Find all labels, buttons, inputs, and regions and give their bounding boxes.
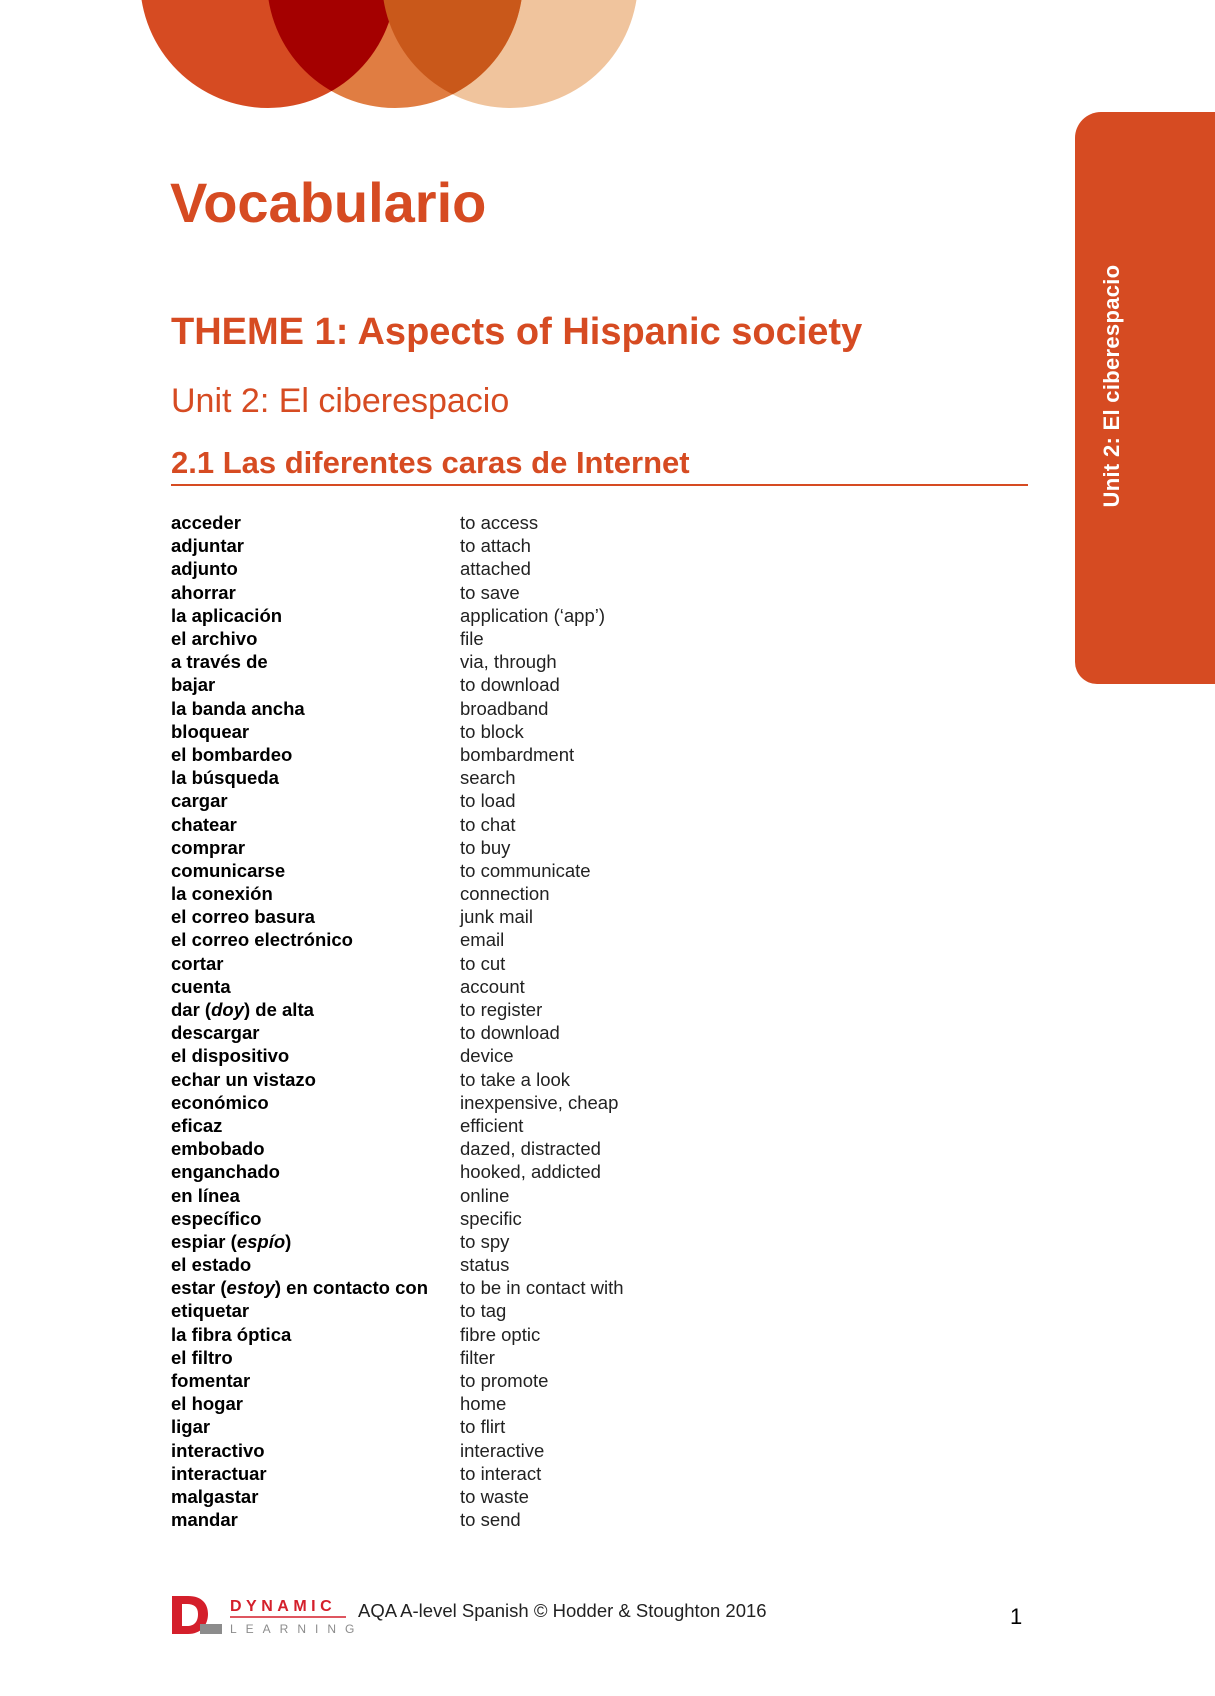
vocab-english: to download (460, 1022, 560, 1044)
vocab-spanish: económico (171, 1091, 269, 1113)
vocab-row (171, 1183, 871, 1206)
vocab-row (171, 882, 871, 905)
vocab-english: to buy (460, 836, 511, 858)
vocab-row (171, 836, 871, 859)
vocab-spanish: el dispositivo (171, 1045, 290, 1067)
unit-side-tab (1075, 112, 1215, 684)
vocab-spanish: el filtro (171, 1346, 233, 1368)
vocab-row (171, 1021, 871, 1044)
vocab-spanish: específico (171, 1207, 262, 1229)
vocab-english: to chat (460, 813, 516, 835)
vocab-spanish: ahorrar (171, 581, 236, 603)
vocab-english: to spy (460, 1230, 510, 1252)
vocab-english: account (460, 975, 525, 997)
vocab-spanish: enganchado (171, 1161, 280, 1183)
vocab-row (171, 766, 871, 789)
vocab-spanish: cortar (171, 952, 224, 974)
vocab-english: via, through (460, 651, 557, 673)
vocab-english: to flirt (460, 1416, 506, 1438)
vocab-english: inexpensive, cheap (460, 1091, 619, 1113)
vocab-row (171, 1137, 871, 1160)
side-tab-label: Unit 2: El ciberespacio (1099, 264, 1124, 508)
dynamic-learning-logo (170, 1594, 364, 1638)
vocab-english: bombardment (460, 743, 575, 765)
vocab-spanish: interactuar (171, 1462, 267, 1484)
vocab-english: to register (460, 999, 543, 1021)
vocab-row (171, 952, 871, 975)
vocab-spanish: adjunto (171, 558, 238, 580)
vocab-spanish: eficaz (171, 1114, 223, 1136)
vocab-spanish: embobado (171, 1138, 265, 1160)
section-heading: 2.1 Las diferentes caras de Internet (171, 443, 1028, 486)
vocab-spanish: cargar (171, 790, 228, 812)
vocab-spanish: la banda ancha (171, 697, 305, 719)
decorative-circles (0, 0, 700, 120)
vocab-spanish: la búsqueda (171, 767, 279, 789)
vocab-spanish: espiar (espío) (171, 1230, 292, 1252)
logo-bottom-word: LEARNING (230, 1622, 364, 1636)
vocab-spanish: bloquear (171, 720, 250, 742)
vocab-row (171, 673, 871, 696)
vocab-spanish: el bombardeo (171, 743, 293, 765)
vocab-row (171, 1323, 871, 1346)
vocab-english: to take a look (460, 1068, 571, 1090)
vocab-row (171, 1415, 871, 1438)
vocab-spanish: etiquetar (171, 1300, 250, 1322)
vocab-spanish: bajar (171, 674, 216, 696)
vocab-row (171, 998, 871, 1021)
vocab-row (171, 1276, 871, 1299)
vocab-english: connection (460, 883, 550, 905)
vocab-english: to block (460, 720, 524, 742)
vocab-spanish: la conexión (171, 883, 273, 905)
vocab-row (171, 1114, 871, 1137)
vocab-row (171, 604, 871, 627)
vocab-row (171, 1369, 871, 1392)
vocab-english: specific (460, 1207, 522, 1229)
logo-top-word: DYNAMIC (230, 1598, 337, 1615)
copyright-text: AQA A-level Spanish © Hodder & Stoughton 2016 (358, 1600, 767, 1621)
vocab-english: email (460, 929, 505, 951)
vocab-spanish: dar (doy) de alta (171, 999, 314, 1021)
vocab-spanish: descargar (171, 1022, 260, 1044)
vocab-english: to be in contact with (460, 1277, 624, 1299)
vocab-english: filter (460, 1346, 495, 1368)
vocab-spanish: ligar (171, 1416, 211, 1438)
vocab-row (171, 789, 871, 812)
vocab-english: home (460, 1393, 507, 1415)
vocab-spanish: comunicarse (171, 859, 286, 881)
vocab-english: junk mail (460, 906, 533, 928)
vocab-row (171, 697, 871, 720)
vocab-spanish: el correo electrónico (171, 929, 353, 951)
vocab-row (171, 1207, 871, 1230)
vocab-english: device (460, 1045, 514, 1067)
vocab-english: attached (460, 558, 531, 580)
vocab-english: fibre optic (460, 1323, 541, 1345)
vocab-english: to download (460, 674, 560, 696)
vocab-row (171, 859, 871, 882)
vocab-row (171, 1253, 871, 1276)
unit-heading: Unit 2: El ciberespacio (171, 382, 510, 420)
vocab-english: status (460, 1254, 510, 1276)
vocab-row (171, 511, 871, 534)
vocab-row (171, 975, 871, 998)
vocab-spanish: a través de (171, 651, 268, 673)
vocab-row (171, 1230, 871, 1253)
vocab-row (171, 928, 871, 951)
vocab-row (171, 534, 871, 557)
vocab-spanish: el estado (171, 1254, 252, 1276)
vocab-row (171, 1462, 871, 1485)
vocab-english: application (‘app’) (460, 604, 606, 626)
vocab-spanish: en línea (171, 1184, 240, 1206)
theme-heading: THEME 1: Aspects of Hispanic society (171, 311, 863, 353)
vocab-english: to promote (460, 1370, 549, 1392)
vocab-english: interactive (460, 1439, 545, 1461)
vocab-row (171, 557, 871, 580)
page-number: 1 (1010, 1604, 1023, 1629)
vocab-spanish: estar (estoy) en contacto con (171, 1277, 429, 1299)
vocab-spanish: adjuntar (171, 535, 244, 557)
vocab-spanish: el archivo (171, 628, 258, 650)
dl-logo-icon (172, 1596, 222, 1634)
vocab-row (171, 1299, 871, 1322)
vocab-row (171, 1392, 871, 1415)
vocab-spanish: acceder (171, 512, 241, 534)
vocab-english: search (460, 767, 516, 789)
vocab-row (171, 1439, 871, 1462)
vocab-english: to send (460, 1509, 521, 1531)
vocab-spanish: cuenta (171, 975, 231, 997)
vocab-row (171, 1346, 871, 1369)
vocab-english: dazed, distracted (460, 1138, 601, 1160)
vocab-spanish: echar un vistazo (171, 1068, 316, 1090)
vocab-english: hooked, addicted (460, 1161, 601, 1183)
vocab-english: to save (460, 581, 520, 603)
vocab-english: online (460, 1184, 510, 1206)
vocab-row (171, 627, 871, 650)
vocabulary-list (171, 511, 871, 1531)
vocab-row (171, 581, 871, 604)
vocab-spanish: el hogar (171, 1393, 243, 1415)
vocab-row (171, 905, 871, 928)
vocab-english: to waste (460, 1485, 529, 1507)
vocab-spanish: malgastar (171, 1485, 259, 1507)
vocab-spanish: el correo basura (171, 906, 315, 928)
vocab-spanish: interactivo (171, 1439, 265, 1461)
vocab-english: to interact (460, 1462, 542, 1484)
vocab-spanish: mandar (171, 1509, 238, 1531)
vocab-row (171, 1485, 871, 1508)
vocab-english: to cut (460, 952, 506, 974)
vocab-english: broadband (460, 697, 549, 719)
vocab-row (171, 1508, 871, 1531)
vocab-row (171, 1068, 871, 1091)
vocab-spanish: la fibra óptica (171, 1323, 292, 1345)
vocab-row (171, 1160, 871, 1183)
vocab-english: to load (460, 790, 516, 812)
vocab-english: to attach (460, 535, 531, 557)
vocab-english: file (460, 628, 484, 650)
vocab-row (171, 743, 871, 766)
vocab-row (171, 812, 871, 835)
vocab-spanish: fomentar (171, 1370, 251, 1392)
vocab-row (171, 650, 871, 673)
vocab-english: to tag (460, 1300, 507, 1322)
vocab-spanish: la aplicación (171, 604, 283, 626)
vocab-spanish: comprar (171, 836, 246, 858)
vocab-spanish: chatear (171, 813, 237, 835)
page-title: Vocabulario (170, 171, 487, 234)
vocab-row (171, 1044, 871, 1067)
vocab-english: efficient (460, 1114, 524, 1136)
vocab-row (171, 720, 871, 743)
vocab-row (171, 1091, 871, 1114)
vocab-english: to communicate (460, 859, 591, 881)
vocab-english: to access (460, 512, 539, 534)
